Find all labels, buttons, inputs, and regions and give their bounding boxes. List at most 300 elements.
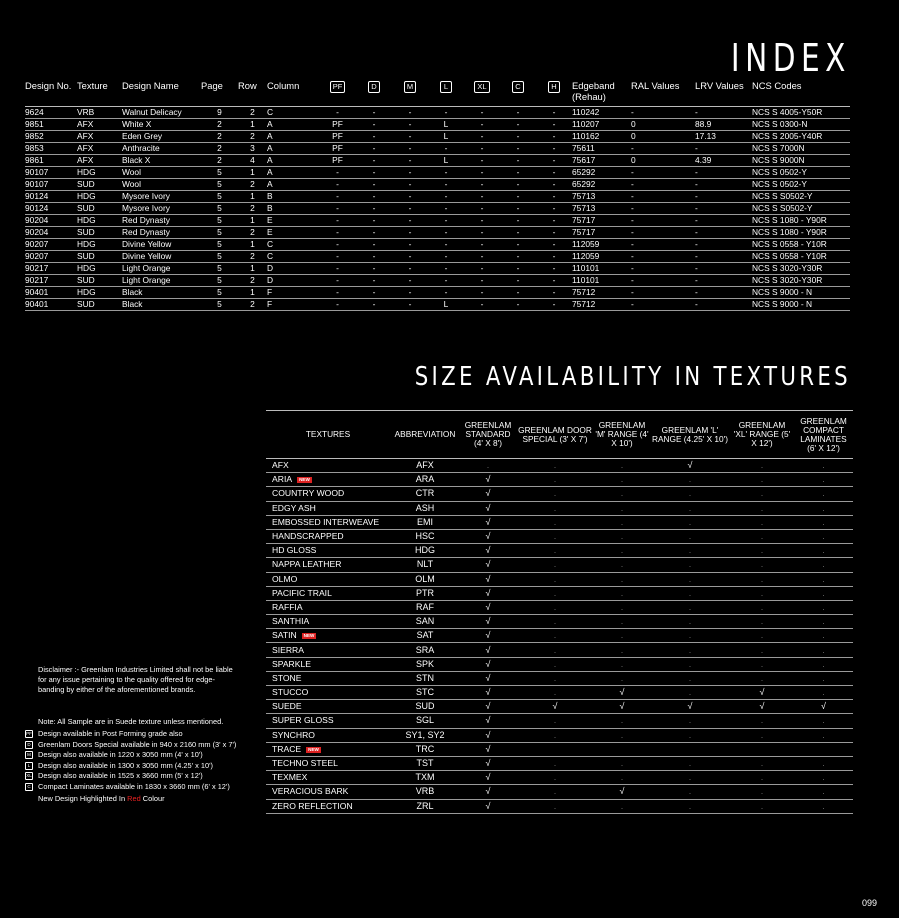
availability-cell: . — [730, 615, 794, 629]
texture-name-cell — [266, 529, 390, 543]
index-cell: 2 — [201, 143, 238, 155]
availability-cell: . — [516, 615, 594, 629]
index-cell: - — [428, 287, 464, 299]
abbreviation-cell: STN — [390, 671, 460, 685]
availability-cell: . — [516, 643, 594, 657]
available-check: √ — [460, 473, 516, 487]
index-cell: - — [500, 131, 536, 143]
index-cell: A — [267, 143, 319, 155]
index-cell: - — [695, 107, 752, 119]
availability-cell: . — [730, 544, 794, 558]
index-cell: - — [500, 263, 536, 275]
index-cell: - — [464, 299, 500, 311]
index-cell: PF — [319, 119, 356, 131]
index-cell: Wool — [122, 179, 201, 191]
availability-cell: . — [516, 473, 594, 487]
size-code-icon: XL — [474, 81, 489, 93]
index-cell: - — [695, 167, 752, 179]
availability-cell: . — [594, 643, 650, 657]
availability-cell: . — [594, 657, 650, 671]
availability-cell: . — [516, 657, 594, 671]
availability-cell: . — [594, 771, 650, 785]
availability-cell: . — [594, 615, 650, 629]
abbreviation-cell: SUD — [390, 700, 460, 714]
index-cell: - — [631, 263, 695, 275]
index-cell: 90217 — [25, 263, 77, 275]
availability-cell: . — [794, 714, 853, 728]
index-cell: F — [267, 287, 319, 299]
index-cell: Red Dynasty — [122, 227, 201, 239]
size-header-cell: GREENLAM COMPACT LAMINATES (6' X 12') — [794, 411, 853, 459]
index-cell: - — [631, 143, 695, 155]
index-cell: Light Orange — [122, 263, 201, 275]
index-cell: 110162 — [572, 131, 631, 143]
availability-cell: . — [650, 558, 730, 572]
index-cell: - — [536, 275, 572, 287]
availability-cell: . — [794, 544, 853, 558]
table-row — [25, 203, 850, 215]
table-row — [266, 544, 853, 558]
index-cell: - — [319, 239, 356, 251]
index-cell: - — [631, 215, 695, 227]
abbreviation-cell: TXM — [390, 771, 460, 785]
available-check: √ — [460, 529, 516, 543]
index-header-cell: LRV Values — [695, 78, 752, 107]
index-cell: - — [631, 227, 695, 239]
abbreviation-cell: SRA — [390, 643, 460, 657]
index-cell: NCS S S0502-Y — [752, 191, 850, 203]
index-header-cell: Page — [201, 78, 238, 107]
index-cell: - — [319, 275, 356, 287]
index-cell: - — [392, 251, 428, 263]
index-cell: A — [267, 119, 319, 131]
texture-name-cell — [266, 671, 390, 685]
index-cell: HDG — [77, 287, 122, 299]
index-cell: - — [319, 107, 356, 119]
index-header-cell — [536, 78, 572, 107]
index-cell: 65292 — [572, 179, 631, 191]
availability-cell — [516, 742, 594, 756]
index-table — [25, 78, 850, 311]
index-cell: - — [695, 203, 752, 215]
index-cell: 5 — [201, 275, 238, 287]
index-cell: L — [428, 299, 464, 311]
index-cell: 90107 — [25, 167, 77, 179]
size-header-cell: ABBREVIATION — [390, 411, 460, 459]
index-cell: - — [464, 107, 500, 119]
index-cell: - — [392, 227, 428, 239]
note-text: Design also available in 1525 x 3660 mm (5' x 12') — [38, 771, 203, 780]
texture-name: TRACE — [272, 743, 302, 754]
index-cell: - — [631, 179, 695, 191]
index-cell: NCS S 0300-N — [752, 119, 850, 131]
availability-cell: . — [730, 756, 794, 770]
index-cell: - — [356, 119, 392, 131]
index-cell: 75712 — [572, 299, 631, 311]
index-cell: - — [356, 287, 392, 299]
index-cell: 5 — [201, 251, 238, 263]
index-cell: HDG — [77, 191, 122, 203]
availability-cell: . — [516, 686, 594, 700]
texture-name-cell — [266, 643, 390, 657]
availability-cell: . — [594, 544, 650, 558]
availability-cell: . — [730, 714, 794, 728]
index-cell: 2 — [238, 179, 267, 191]
index-cell: NCS S 9000 - N — [752, 287, 850, 299]
note-text: Design also available in 1220 x 3050 mm (4' x 10') — [38, 750, 203, 759]
index-cell: PF — [319, 143, 356, 155]
size-code-icon: D — [368, 81, 380, 93]
index-cell: - — [356, 107, 392, 119]
index-cell: 110242 — [572, 107, 631, 119]
availability-cell: . — [650, 771, 730, 785]
index-cell: 65292 — [572, 167, 631, 179]
index-cell: - — [500, 215, 536, 227]
availability-cell: . — [594, 473, 650, 487]
index-cell: - — [356, 203, 392, 215]
texture-name-cell — [266, 785, 390, 799]
index-cell: - — [392, 167, 428, 179]
table-row — [266, 700, 853, 714]
available-check: √ — [460, 657, 516, 671]
table-row — [266, 615, 853, 629]
index-cell: B — [267, 203, 319, 215]
availability-cell: . — [516, 799, 594, 813]
index-cell: 75717 — [572, 227, 631, 239]
texture-name-cell — [266, 544, 390, 558]
abbreviation-cell: HSC — [390, 529, 460, 543]
availability-cell: . — [594, 714, 650, 728]
texture-name: STUCCO — [272, 687, 309, 698]
table-row — [266, 629, 853, 643]
availability-cell: . — [794, 771, 853, 785]
availability-cell: . — [516, 714, 594, 728]
available-check: √ — [650, 459, 730, 473]
index-cell: 9853 — [25, 143, 77, 155]
availability-cell: . — [650, 586, 730, 600]
index-cell: - — [631, 191, 695, 203]
available-check: √ — [594, 785, 650, 799]
index-cell: NCS S 3020-Y30R — [752, 263, 850, 275]
notes-section — [25, 717, 265, 804]
availability-cell: . — [794, 799, 853, 813]
index-cell: - — [356, 143, 392, 155]
index-cell: NCS S 3020-Y30R — [752, 275, 850, 287]
availability-cell: . — [794, 515, 853, 529]
index-cell: 90401 — [25, 287, 77, 299]
index-cell: - — [428, 107, 464, 119]
available-check: √ — [460, 487, 516, 501]
size-header-cell: GREENLAM 'L' RANGE (4.25' X 10') — [650, 411, 730, 459]
index-cell: Black — [122, 299, 201, 311]
availability-cell: . — [516, 459, 594, 473]
index-cell: - — [536, 107, 572, 119]
index-cell: - — [695, 299, 752, 311]
availability-cell: . — [516, 728, 594, 742]
index-cell: - — [428, 227, 464, 239]
availability-cell: . — [516, 558, 594, 572]
availability-cell: . — [794, 558, 853, 572]
table-row — [266, 671, 853, 685]
availability-cell: . — [594, 586, 650, 600]
availability-cell: . — [650, 615, 730, 629]
index-cell: 2 — [238, 299, 267, 311]
note-text: Compact Laminates available in 1830 x 3660 mm (6' x 12') — [38, 781, 230, 791]
availability-cell — [730, 742, 794, 756]
texture-name: OLMO — [272, 573, 298, 584]
index-cell: 5 — [201, 215, 238, 227]
index-cell: - — [500, 119, 536, 131]
index-cell: 2 — [238, 227, 267, 239]
index-cell: AFX — [77, 143, 122, 155]
available-check: √ — [460, 615, 516, 629]
availability-cell: . — [516, 600, 594, 614]
index-cell: - — [464, 119, 500, 131]
size-availability-table — [266, 410, 853, 814]
available-check: √ — [460, 700, 516, 714]
availability-cell: . — [594, 529, 650, 543]
texture-name: HANDSCRAPPED — [272, 531, 344, 542]
index-cell: 90401 — [25, 299, 77, 311]
index-cell: Black — [122, 287, 201, 299]
table-row — [25, 287, 850, 299]
availability-cell: . — [730, 671, 794, 685]
size-code-icon: PF — [330, 81, 346, 93]
availability-cell: . — [594, 799, 650, 813]
size-availability-title: SIZE AVAILABILITY IN TEXTURES — [414, 362, 851, 392]
index-cell: HDG — [77, 167, 122, 179]
table-row — [266, 643, 853, 657]
available-check: √ — [460, 742, 516, 756]
index-cell: 88.9 — [695, 119, 752, 131]
available-check: √ — [460, 756, 516, 770]
texture-name-cell — [266, 600, 390, 614]
index-cell: B — [267, 191, 319, 203]
abbreviation-cell: VRB — [390, 785, 460, 799]
texture-name-cell — [266, 501, 390, 515]
index-cell: - — [356, 227, 392, 239]
index-title: INDEX — [730, 36, 851, 80]
texture-name-cell — [266, 686, 390, 700]
availability-cell: . — [730, 728, 794, 742]
index-cell: - — [631, 107, 695, 119]
available-check: √ — [460, 629, 516, 643]
availability-cell: . — [730, 473, 794, 487]
index-cell: 75713 — [572, 203, 631, 215]
index-cell: - — [695, 275, 752, 287]
index-cell: A — [267, 179, 319, 191]
index-header-cell — [319, 78, 356, 107]
availability-cell: . — [650, 487, 730, 501]
available-check: √ — [594, 686, 650, 700]
note-item — [25, 761, 265, 771]
available-check: √ — [794, 700, 853, 714]
table-row — [266, 459, 853, 473]
note-item — [25, 750, 265, 760]
index-cell: NCS S 0558 - Y10R — [752, 239, 850, 251]
new-design-legend: New Design Highlighted In Red Colour — [38, 793, 165, 803]
index-cell: Divine Yellow — [122, 251, 201, 263]
availability-cell: . — [794, 586, 853, 600]
index-cell: NCS S S0502-Y — [752, 203, 850, 215]
index-cell: - — [356, 251, 392, 263]
index-cell: - — [464, 167, 500, 179]
index-header-cell: NCS Codes — [752, 78, 850, 107]
index-cell: - — [631, 167, 695, 179]
size-code-icon: PF — [26, 731, 32, 736]
index-cell: - — [695, 179, 752, 191]
index-cell: AFX — [77, 155, 122, 167]
index-header-cell — [464, 78, 500, 107]
index-cell: - — [631, 239, 695, 251]
index-cell: 17.13 — [695, 131, 752, 143]
available-check: √ — [460, 785, 516, 799]
available-check: √ — [460, 600, 516, 614]
index-cell: - — [319, 287, 356, 299]
index-cell: - — [428, 275, 464, 287]
abbreviation-cell: AFX — [390, 459, 460, 473]
index-cell: - — [464, 131, 500, 143]
index-cell: 1 — [238, 215, 267, 227]
texture-name-cell — [266, 728, 390, 742]
index-cell: - — [631, 203, 695, 215]
texture-name: SATIN — [272, 630, 297, 641]
availability-cell: . — [730, 799, 794, 813]
index-cell: L — [428, 131, 464, 143]
index-cell: - — [392, 155, 428, 167]
index-cell: 1 — [238, 263, 267, 275]
availability-cell: . — [650, 756, 730, 770]
index-cell: NCS S 1080 - Y90R — [752, 227, 850, 239]
abbreviation-cell: ARA — [390, 473, 460, 487]
size-code-icon: L — [25, 762, 33, 770]
index-cell: SUD — [77, 179, 122, 191]
table-row — [266, 714, 853, 728]
availability-cell: . — [516, 501, 594, 515]
texture-name: EDGY ASH — [272, 502, 316, 513]
index-cell: 5 — [201, 239, 238, 251]
index-cell: - — [464, 179, 500, 191]
texture-name-cell — [266, 756, 390, 770]
index-cell: 75611 — [572, 143, 631, 155]
index-cell: - — [500, 203, 536, 215]
availability-cell: . — [794, 629, 853, 643]
index-cell: - — [464, 215, 500, 227]
table-row — [266, 586, 853, 600]
table-row — [25, 299, 850, 311]
abbreviation-cell: ZRL — [390, 799, 460, 813]
index-header-cell: Row — [238, 78, 267, 107]
index-cell: 5 — [201, 179, 238, 191]
texture-name: VERACIOUS BARK — [272, 786, 349, 797]
index-cell: - — [500, 287, 536, 299]
index-cell: - — [319, 191, 356, 203]
index-cell: - — [536, 251, 572, 263]
availability-cell: . — [730, 600, 794, 614]
availability-cell: . — [730, 586, 794, 600]
index-cell: - — [428, 251, 464, 263]
availability-cell — [794, 742, 853, 756]
index-cell: - — [319, 263, 356, 275]
availability-cell: . — [516, 771, 594, 785]
index-cell: PF — [319, 155, 356, 167]
size-code-icon: M — [25, 751, 33, 759]
availability-cell: . — [594, 600, 650, 614]
index-cell: C — [267, 251, 319, 263]
availability-cell: . — [650, 686, 730, 700]
texture-name: SUPER GLOSS — [272, 715, 334, 726]
index-cell: 75713 — [572, 191, 631, 203]
index-cell: - — [536, 143, 572, 155]
table-row — [266, 728, 853, 742]
index-cell: 112059 — [572, 239, 631, 251]
available-check: √ — [460, 728, 516, 742]
index-cell: 5 — [201, 191, 238, 203]
index-cell: - — [319, 179, 356, 191]
table-row — [25, 179, 850, 191]
note-item — [25, 729, 265, 739]
availability-cell: . — [794, 756, 853, 770]
index-cell: - — [536, 287, 572, 299]
index-cell: NCS S 0558 - Y10R — [752, 251, 850, 263]
index-cell: 0 — [631, 119, 695, 131]
index-cell: SUD — [77, 227, 122, 239]
table-row — [25, 275, 850, 287]
index-cell: - — [695, 263, 752, 275]
red-word: Red — [127, 793, 141, 803]
texture-name: SPARKLE — [272, 658, 312, 669]
index-cell: - — [500, 179, 536, 191]
size-header-cell: GREENLAM 'XL' RANGE (5' X 12') — [730, 411, 794, 459]
availability-cell: . — [516, 756, 594, 770]
index-cell: 2 — [238, 251, 267, 263]
table-row — [266, 487, 853, 501]
abbreviation-cell: TST — [390, 756, 460, 770]
index-cell: - — [464, 287, 500, 299]
index-cell: SUD — [77, 275, 122, 287]
availability-cell: . — [730, 487, 794, 501]
texture-name-cell — [266, 799, 390, 813]
availability-cell: . — [594, 671, 650, 685]
abbreviation-cell: SAN — [390, 615, 460, 629]
table-row — [25, 107, 850, 119]
availability-cell: . — [594, 756, 650, 770]
index-cell: Light Orange — [122, 275, 201, 287]
index-cell: - — [392, 179, 428, 191]
index-cell: 90204 — [25, 215, 77, 227]
availability-cell: . — [730, 501, 794, 515]
index-cell: 90204 — [25, 227, 77, 239]
index-cell: - — [536, 239, 572, 251]
texture-name-cell — [266, 657, 390, 671]
texture-name-cell — [266, 615, 390, 629]
abbreviation-cell: SAT — [390, 629, 460, 643]
available-check: √ — [460, 686, 516, 700]
abbreviation-cell: OLM — [390, 572, 460, 586]
index-cell: 5 — [201, 167, 238, 179]
availability-cell — [650, 742, 730, 756]
texture-name-cell — [266, 487, 390, 501]
index-header-cell — [392, 78, 428, 107]
index-cell: - — [695, 143, 752, 155]
availability-cell: . — [516, 487, 594, 501]
abbreviation-cell: CTR — [390, 487, 460, 501]
size-code-icon: M — [404, 81, 416, 93]
index-cell: 9861 — [25, 155, 77, 167]
index-cell: 110207 — [572, 119, 631, 131]
index-cell: 112059 — [572, 251, 631, 263]
availability-cell: . — [516, 572, 594, 586]
